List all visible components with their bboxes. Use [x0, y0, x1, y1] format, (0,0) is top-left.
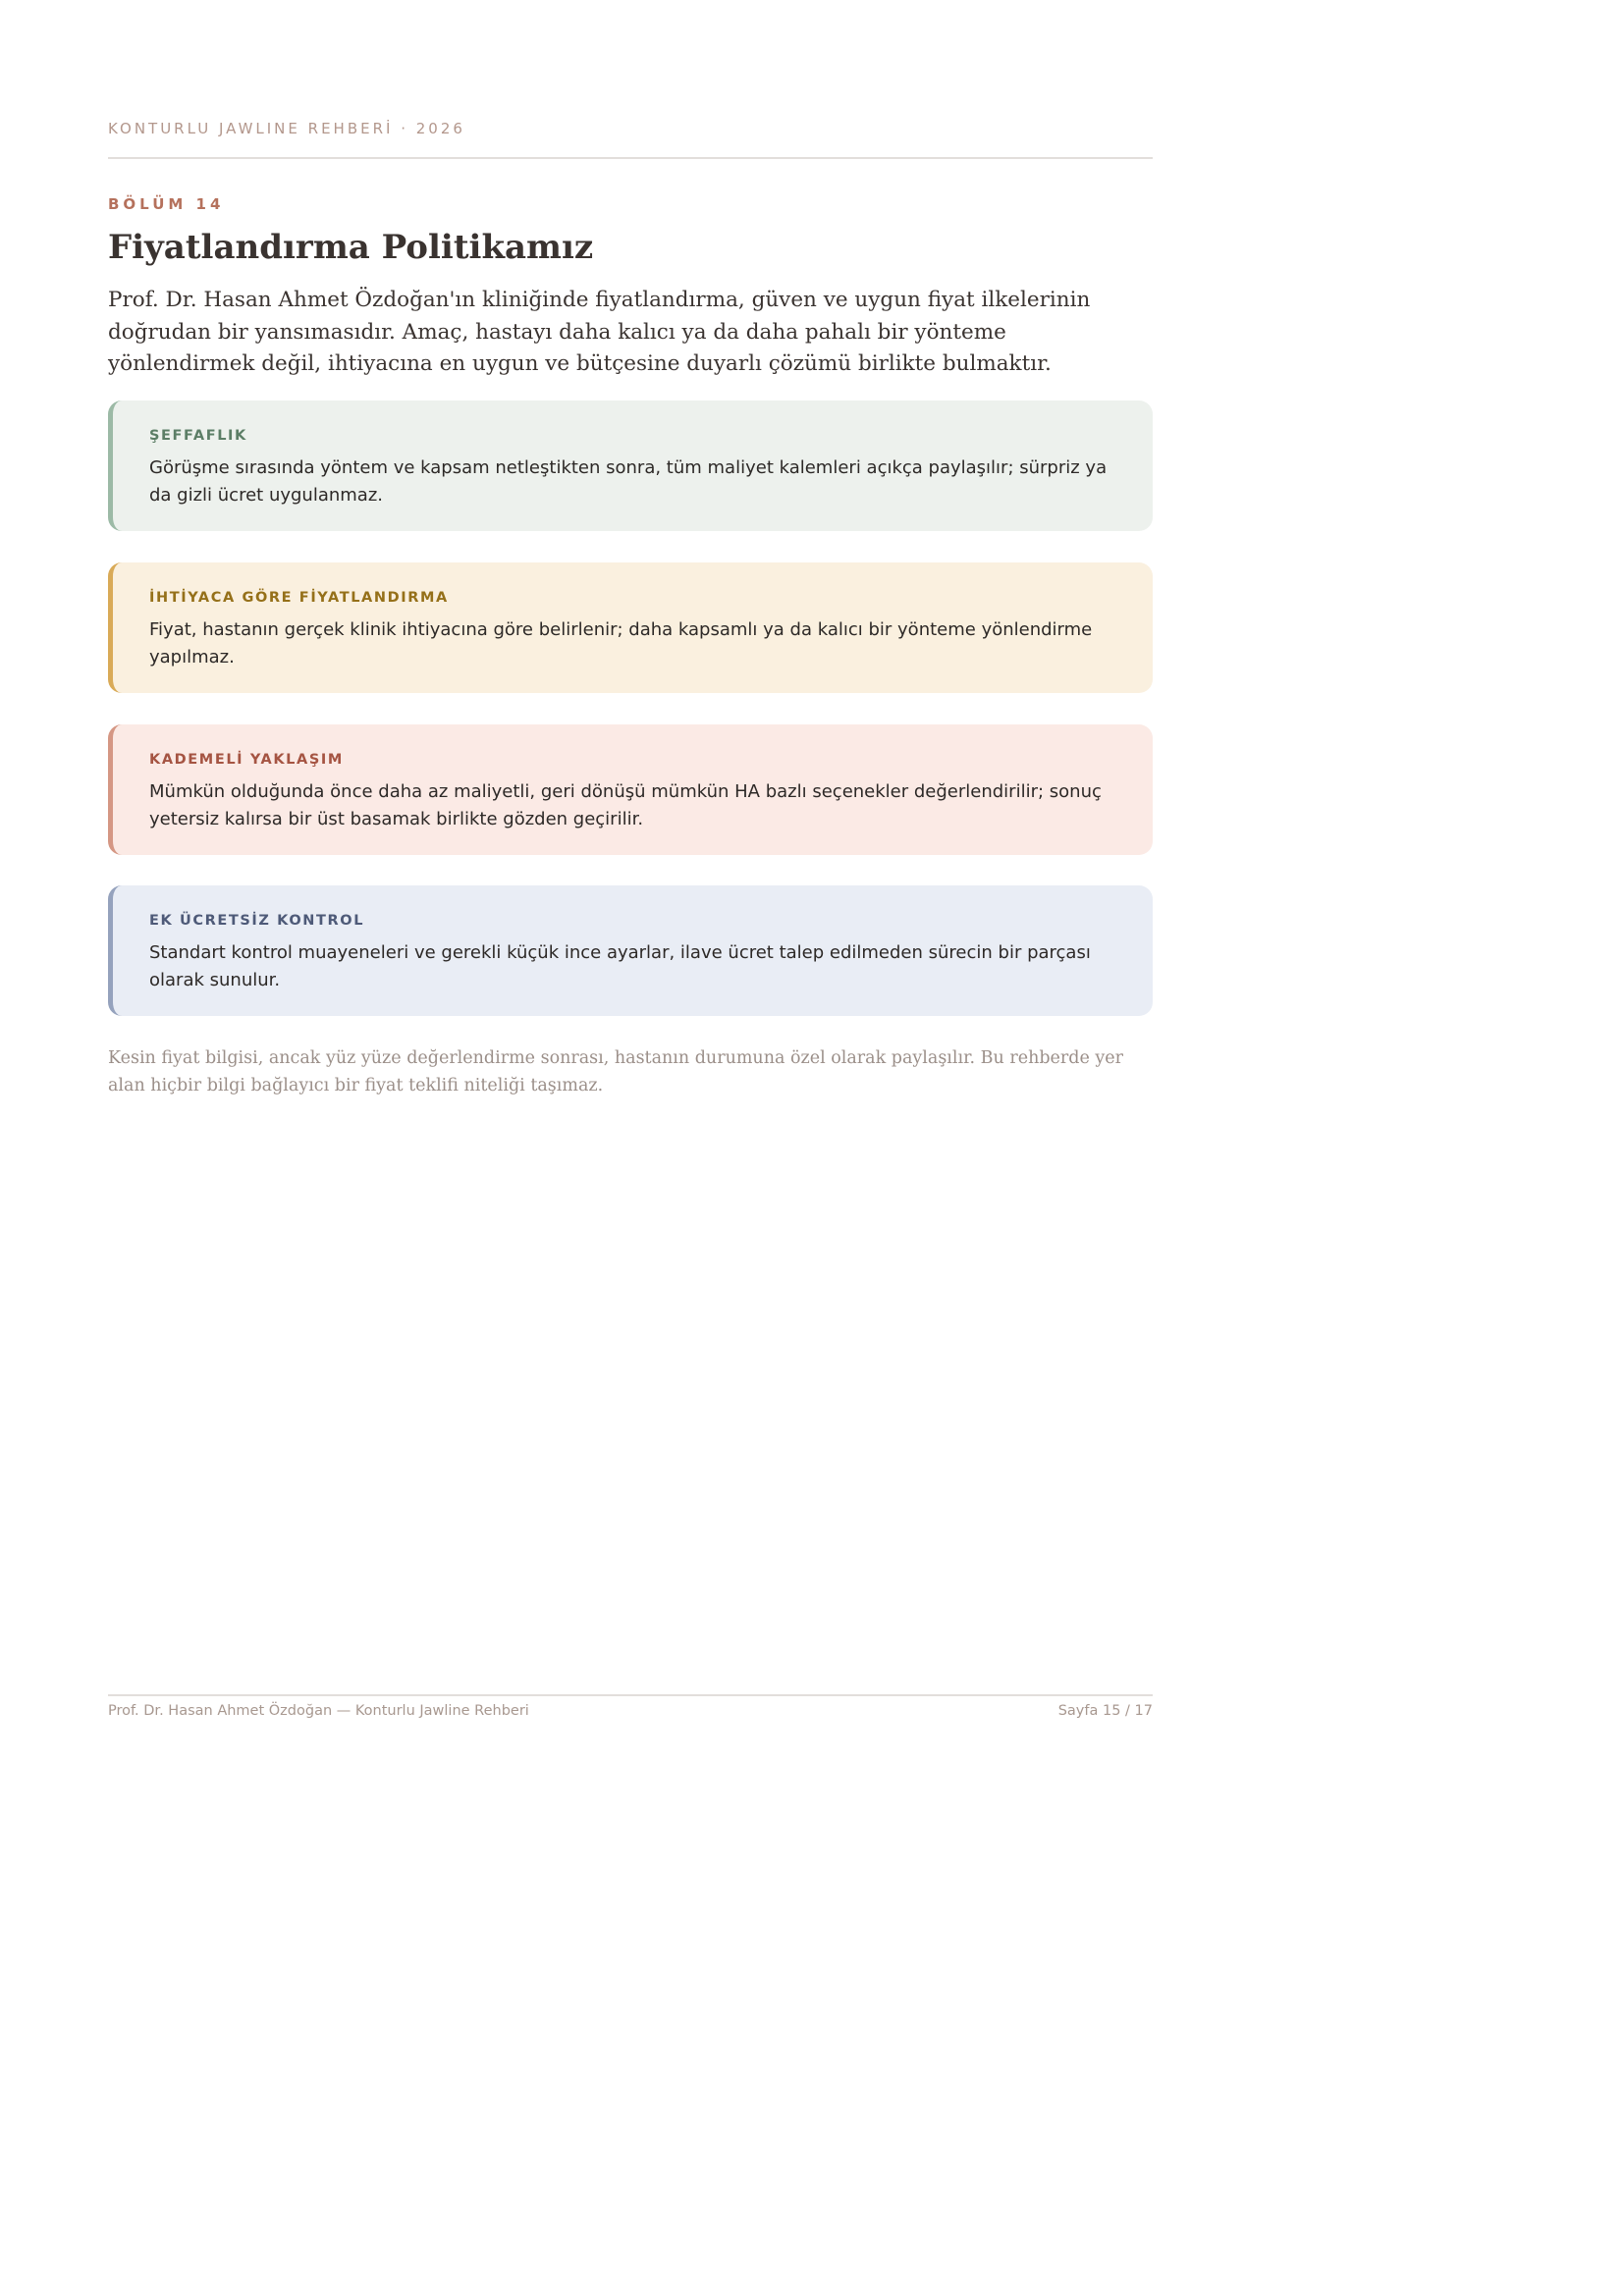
footer-divider	[108, 1694, 1153, 1696]
policy-card-transparency	[108, 400, 1153, 531]
policy-card-needs-based-pricing	[108, 562, 1153, 693]
footer-document-title: Prof. Dr. Hasan Ahmet Özdoğan — Konturlu Jawline Rehberi	[108, 1703, 529, 1719]
policy-card-title: İHTİYACA GÖRE FİYATLANDIRMA	[149, 590, 449, 606]
policy-card-title: EK ÜCRETSİZ KONTROL	[149, 913, 365, 929]
policy-card-text: Görüşme sırasında yöntem ve kapsam netleştikten sonra, tüm maliyet kalemleri açıkça paylaşılır; sürpriz ya da gizli ücret uygulanmaz.	[149, 457, 1108, 506]
policy-card-free-follow-up	[108, 885, 1153, 1016]
policy-card-title: KADEMELİ YAKLAŞIM	[149, 752, 344, 768]
policy-card-text: Standart kontrol muayeneleri ve gerekli küçük ince ayarlar, ilave ücret talep edilmeden sürecin bir parçası olarak sunulur.	[149, 942, 1091, 990]
header-divider	[108, 157, 1153, 159]
policy-card-title: ŞEFFAFLIK	[149, 428, 247, 444]
policy-card-text: Fiyat, hastanın gerçek klinik ihtiyacına göre belirlenir; daha kapsamlı ya da kalıcı bir yönteme yönlendirme yapılmaz.	[149, 619, 1093, 667]
page-title: Fiyatlandırma Politikamız	[108, 228, 594, 267]
running-header: KONTURLU JAWLINE REHBERİ · 2026	[108, 120, 465, 137]
chapter-label: BÖLÜM 14	[108, 195, 225, 213]
intro-paragraph: Prof. Dr. Hasan Ahmet Özdoğan'ın kliniğinde fiyatlandırma, güven ve uygun fiyat ilkelerinin doğrudan bir yansımasıdır. Amaç, hastayı daha kalıcı ya da daha pahalı bir yönteme yönlendirmek değil, ihtiyacına en uygun ve bütçesine duyarlı çözümü birlikte bulmaktır.	[108, 288, 1091, 376]
disclaimer-note: Kesin fiyat bilgisi, ancak yüz yüze değerlendirme sonrası, hastanın durumuna özel olarak paylaşılır. Bu rehberde yer alan hiçbir bilgi bağlayıcı bir fiyat teklifi niteliği taşımaz.	[108, 1048, 1124, 1095]
policy-card-gradual-approach	[108, 724, 1153, 855]
policy-card-text: Mümkün olduğunda önce daha az maliyetli, geri dönüşü mümkün HA bazlı seçenekler değerlendirilir; sonuç yetersiz kalırsa bir üst basamak birlikte gözden geçirilir.	[149, 781, 1102, 829]
page-number: Sayfa 15 / 17	[1057, 1703, 1153, 1719]
